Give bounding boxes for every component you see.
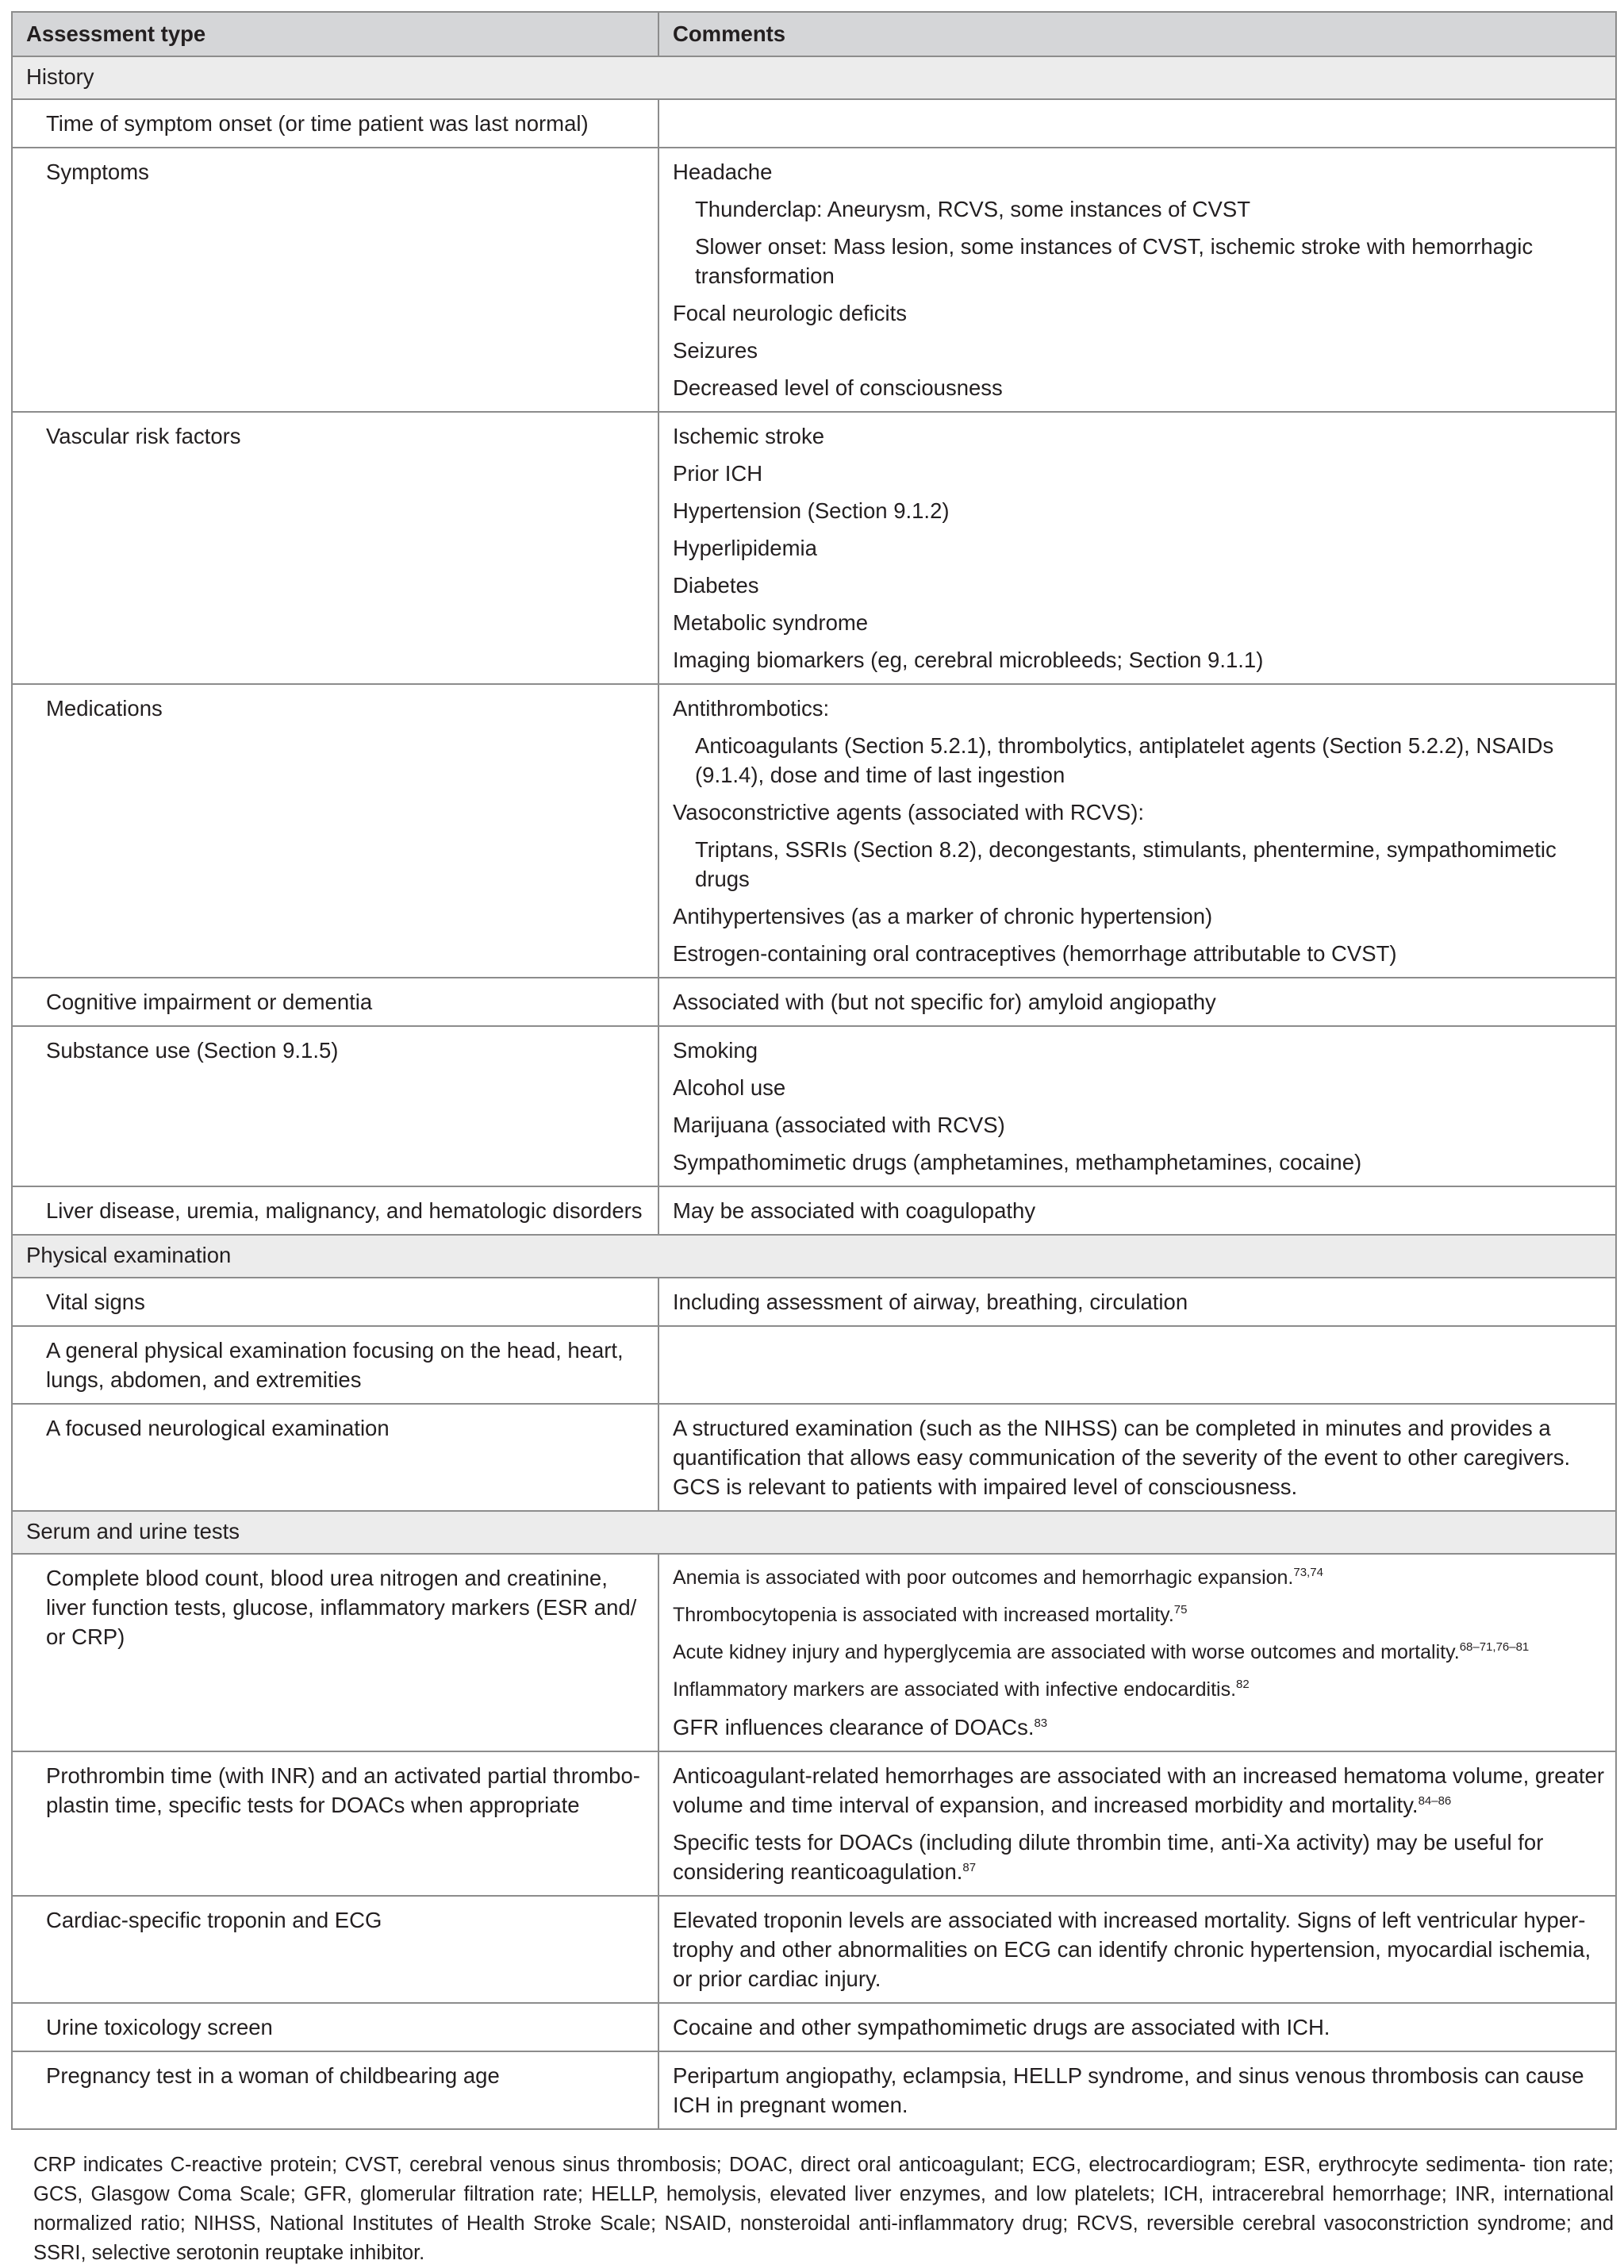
header-assessment-type: Assessment type bbox=[12, 12, 658, 56]
section-row bbox=[12, 56, 1616, 99]
assessment-type-cell: Pregnancy test in a woman of childbearing age bbox=[12, 2051, 658, 2129]
comment-line bbox=[673, 1905, 1604, 1993]
comments-cell bbox=[658, 148, 1616, 412]
comment-text: Inflammatory markers are associated with infective endocarditis. bbox=[673, 1678, 1237, 1701]
document bbox=[11, 11, 1615, 2268]
comment-line bbox=[673, 232, 1604, 290]
comment-text: Including assessment of airway, breathing, circulation bbox=[673, 1290, 1188, 1314]
assessment-type-cell: Cognitive impairment or dementia bbox=[12, 978, 658, 1026]
comment-line bbox=[673, 1196, 1604, 1225]
comments-cell bbox=[658, 1896, 1616, 2003]
section-title: Physical examination bbox=[12, 1235, 1616, 1278]
comment-line bbox=[673, 421, 1604, 451]
comments-cell bbox=[658, 1554, 1616, 1751]
comment-text: Acute kidney injury and hyperglycemia are associated with worse outcomes and mortality. bbox=[673, 1641, 1460, 1663]
table-row bbox=[12, 1896, 1616, 2003]
comment-text: Thunderclap: Aneurysm, RCVS, some instances of CVST bbox=[695, 197, 1251, 221]
table-row bbox=[12, 99, 1616, 148]
comment-line bbox=[673, 298, 1604, 328]
comment-text: Marijuana (associated with RCVS) bbox=[673, 1113, 1005, 1137]
comment-text: Imaging biomarkers (eg, cerebral microbleeds; Section 9.1.1) bbox=[673, 648, 1264, 672]
comment-text: Anemia is associated with poor outcomes and hemorrhagic expansion. bbox=[673, 1566, 1294, 1589]
comment-line bbox=[673, 157, 1604, 186]
comments-cell bbox=[658, 1326, 1616, 1404]
comment-text: Alcohol use bbox=[673, 1075, 786, 1100]
comments-cell bbox=[658, 2003, 1616, 2051]
assessment-type-cell: Symptoms bbox=[12, 148, 658, 412]
reference-superscript: 83 bbox=[1034, 1716, 1048, 1730]
section-title: Serum and urine tests bbox=[12, 1511, 1616, 1554]
assessment-type-cell: A focused neurological examination bbox=[12, 1404, 658, 1511]
comment-text: Vasoconstrictive agents (associated with RCVS): bbox=[673, 800, 1145, 825]
table-footnote: CRP indicates C-reactive protein; CVST, cerebral venous sinus thrombosis; DOAC, direct oral anticoagulant; ECG, electrocardiogram; ESR, erythrocyte sedimenta- tion rate; GCS, Glasgow Coma Scale; GFR, glomerular filtration rate; HELLP, hemolysis, elevated liver enzymes, and low platelets; ICH, intracerebral hemorrhage; INR, international normalized ratio; NIHSS, National Institutes of Health Stroke Scale; NSAID, nonsteroidal anti-inflammatory drug; RCVS, reversible cerebral vasoconstriction syndrome; and SSRI, selective serotonin reuptake inhibitor. bbox=[33, 2154, 1614, 2264]
comment-line bbox=[673, 1761, 1604, 1820]
comments-cell bbox=[658, 99, 1616, 148]
table-row bbox=[12, 412, 1616, 684]
comments-cell bbox=[658, 1186, 1616, 1235]
comment-text: Antihypertensives (as a marker of chronic hypertension) bbox=[673, 904, 1213, 928]
table-row bbox=[12, 1554, 1616, 1751]
comment-text: A structured examination (such as the NIHSS) can be completed in minutes and provides a quantification that allows easy communication of the severity of the event to other caregivers. GCS is relevant to patients with impaired level of consciousness. bbox=[673, 1416, 1571, 1499]
comment-line bbox=[673, 1413, 1604, 1501]
table-row bbox=[12, 1751, 1616, 1896]
comments-cell bbox=[658, 1026, 1616, 1186]
assessment-type-cell: Urine toxicology screen bbox=[12, 2003, 658, 2051]
comment-line bbox=[673, 731, 1604, 790]
comment-text: Triptans, SSRIs (Section 8.2), decongestants, stimulants, phentermine, sympathomimetic drugs bbox=[695, 837, 1557, 891]
comment-line bbox=[673, 608, 1604, 637]
comment-text: Focal neurologic deficits bbox=[673, 301, 908, 325]
comment-text: Prior ICH bbox=[673, 461, 763, 486]
comments-cell bbox=[658, 1751, 1616, 1896]
comment-line bbox=[673, 2061, 1604, 2120]
reference-superscript: 75 bbox=[1173, 1603, 1188, 1616]
assessment-table bbox=[11, 11, 1617, 2130]
comment-text: Thrombocytopenia is associated with increased mortality. bbox=[673, 1604, 1174, 1626]
reference-superscript: 68–71,76–81 bbox=[1459, 1640, 1530, 1654]
comment-line bbox=[673, 1287, 1604, 1317]
comments-cell bbox=[658, 684, 1616, 978]
comment-text: May be associated with coagulopathy bbox=[673, 1198, 1036, 1223]
assessment-type-cell: Liver disease, uremia, malignancy, and hematologic disorders bbox=[12, 1186, 658, 1235]
comment-text: Anticoagulants (Section 5.2.1), thrombolytics, antiplatelet agents (Section 5.2.2), NSAIDs (9.1.4), dose and time of last ingestion bbox=[695, 733, 1554, 787]
comment-line bbox=[673, 1828, 1604, 1886]
reference-superscript: 82 bbox=[1236, 1678, 1250, 1691]
comment-text: Diabetes bbox=[673, 573, 759, 598]
table-row bbox=[12, 1278, 1616, 1326]
header-row bbox=[12, 12, 1616, 56]
header-comments: Comments bbox=[658, 12, 1616, 56]
comment-line bbox=[673, 645, 1604, 675]
comment-text: Smoking bbox=[673, 1038, 758, 1063]
comment-line bbox=[673, 901, 1604, 931]
comment-text: Hypertension (Section 9.1.2) bbox=[673, 498, 950, 523]
comment-text: Decreased level of consciousness bbox=[673, 375, 1003, 400]
table-row bbox=[12, 1404, 1616, 1511]
comment-text: Associated with (but not specific for) amyloid angiopathy bbox=[673, 990, 1216, 1014]
section-title: History bbox=[12, 56, 1616, 99]
comment-line bbox=[673, 1147, 1604, 1177]
comment-text: Anticoagulant-related hemorrhages are associated with an increased hematoma volume, greater volume and time interval of expansion, and increased morbidity and mortality. bbox=[673, 1763, 1604, 1817]
assessment-type-cell: Time of symptom onset (or time patient was last normal) bbox=[12, 99, 658, 148]
comment-line bbox=[673, 987, 1604, 1017]
comment-line bbox=[673, 835, 1604, 894]
comment-line bbox=[673, 939, 1604, 968]
comments-cell bbox=[658, 412, 1616, 684]
comment-line bbox=[673, 1675, 1604, 1705]
comment-line bbox=[673, 533, 1604, 563]
assessment-type-cell: Medications bbox=[12, 684, 658, 978]
comment-line bbox=[673, 1638, 1604, 1667]
assessment-type-cell: Substance use (Section 9.1.5) bbox=[12, 1026, 658, 1186]
comment-line bbox=[673, 2012, 1604, 2042]
table-row bbox=[12, 1026, 1616, 1186]
comment-line bbox=[673, 798, 1604, 827]
table-row bbox=[12, 2051, 1616, 2129]
comment-text: Slower onset: Mass lesion, some instances of CVST, ischemic stroke with hemorrhagic transformation bbox=[695, 234, 1534, 288]
comment-text: Hyperlipidemia bbox=[673, 536, 817, 560]
comment-line bbox=[673, 571, 1604, 600]
reference-superscript: 84–86 bbox=[1418, 1794, 1452, 1808]
comment-line bbox=[673, 1563, 1604, 1593]
comment-text: Specific tests for DOACs (including dilute thrombin time, anti-Xa activity) may be useful for considering reanticoagulation. bbox=[673, 1830, 1544, 1884]
assessment-type-cell: Vascular risk factors bbox=[12, 412, 658, 684]
assessment-type-cell: Complete blood count, blood urea nitrogen and creatinine, liver function tests, glucose, inflammatory markers (ESR and/ or CRP) bbox=[12, 1554, 658, 1751]
comments-cell bbox=[658, 1278, 1616, 1326]
reference-superscript: 87 bbox=[962, 1861, 977, 1874]
comment-line bbox=[673, 459, 1604, 488]
assessment-type-cell: Vital signs bbox=[12, 1278, 658, 1326]
comment-text: Estrogen-containing oral contraceptives (hemorrhage attributable to CVST) bbox=[673, 941, 1397, 966]
table-row bbox=[12, 2003, 1616, 2051]
reference-superscript: 73,74 bbox=[1293, 1566, 1323, 1579]
table-row bbox=[12, 978, 1616, 1026]
comment-text: Peripartum angiopathy, eclampsia, HELLP syndrome, and sinus venous thrombosis can cause ICH in pregnant women. bbox=[673, 2063, 1584, 2117]
comment-text: Cocaine and other sympathomimetic drugs are associated with ICH. bbox=[673, 2015, 1330, 2039]
comments-cell bbox=[658, 2051, 1616, 2129]
assessment-type-cell: Prothrombin time (with INR) and an activated partial thrombo- plastin time, specific tests for DOACs when appropriate bbox=[12, 1751, 658, 1896]
comment-text: Seizures bbox=[673, 338, 758, 363]
section-row bbox=[12, 1235, 1616, 1278]
comments-cell bbox=[658, 978, 1616, 1026]
comment-text: Elevated troponin levels are associated with increased mortality. Signs of left ventricular hyper- trophy and other abnormalities on ECG can identify chronic hypertension, myocardial ischemia, or prior cardiac injury. bbox=[673, 1908, 1591, 1991]
table-body bbox=[12, 56, 1616, 2129]
comment-line bbox=[673, 694, 1604, 723]
comment-line bbox=[673, 1601, 1604, 1630]
comment-line bbox=[673, 373, 1604, 402]
comment-line bbox=[673, 1713, 1604, 1742]
comments-cell bbox=[658, 1404, 1616, 1511]
table-row bbox=[12, 1326, 1616, 1404]
section-row bbox=[12, 1511, 1616, 1554]
table-row bbox=[12, 148, 1616, 412]
assessment-type-cell: A general physical examination focusing on the head, heart, lungs, abdomen, and extremities bbox=[12, 1326, 658, 1404]
comment-text: Sympathomimetic drugs (amphetamines, methamphetamines, cocaine) bbox=[673, 1150, 1362, 1174]
comment-text: Antithrombotics: bbox=[673, 696, 830, 721]
comment-text: Headache bbox=[673, 160, 773, 184]
table-row bbox=[12, 684, 1616, 978]
assessment-type-cell: Cardiac-specific troponin and ECG bbox=[12, 1896, 658, 2003]
comment-text: Metabolic syndrome bbox=[673, 610, 869, 635]
table-row bbox=[12, 1186, 1616, 1235]
comment-line bbox=[673, 194, 1604, 224]
comment-text: GFR influences clearance of DOACs. bbox=[673, 1715, 1035, 1739]
comment-line bbox=[673, 1073, 1604, 1102]
comment-line bbox=[673, 1110, 1604, 1140]
comment-text: Ischemic stroke bbox=[673, 424, 825, 448]
comment-line bbox=[673, 496, 1604, 525]
comment-line bbox=[673, 336, 1604, 365]
comment-line bbox=[673, 1036, 1604, 1065]
